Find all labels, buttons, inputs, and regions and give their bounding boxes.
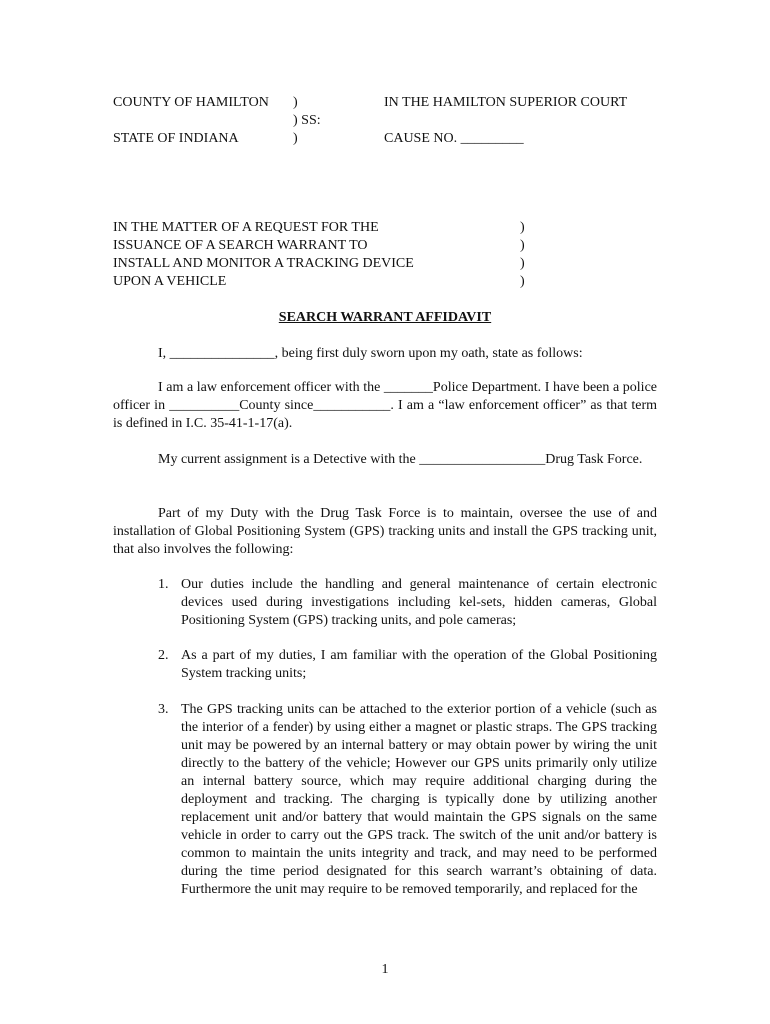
- court-name: IN THE HAMILTON SUPERIOR COURT: [384, 95, 628, 110]
- list-text: The GPS tracking units can be attached to the exterior portion of a vehicle (such as the interior of a fender) by using either a magnet or plastic straps. The GPS tracking unit may be powered by an internal battery or may obtain power by wiring the unit directly to the battery of the vehicle; However our GPS units primarily only utilize an internal battery source, which may require additional charging during the deployment and tracking. The charging is typically done by utilizing another replacement unit and/or battery that would maintain the GPS signals on the same vehicle in order to carry out the GPS track. The switch of the unit and/or battery is common to maintain the units integrity and track, and may need to be performed during the time period designated for this search warrant’s obtaining of data. Furthermore the unit may require to be removed temporarily, and replaced for the: [181, 702, 657, 897]
- matter-paren: ): [520, 256, 525, 271]
- matter-paren: ): [520, 238, 525, 253]
- duties-list-item: [113, 701, 657, 899]
- matter-line: UPON A VEHICLE: [113, 274, 227, 289]
- list-number: 3.: [158, 702, 169, 717]
- caption-paren: ): [293, 95, 298, 110]
- caption-paren: ): [293, 131, 298, 146]
- matter-line: INSTALL AND MONITOR A TRACKING DEVICE: [113, 256, 414, 271]
- matter-caption: [113, 219, 414, 291]
- matter-paren: ): [520, 220, 525, 235]
- matter-paren: ): [520, 274, 525, 289]
- duties-list-item: [113, 647, 657, 683]
- list-text: As a part of my duties, I am familiar with the operation of the Global Positioning System tracking units;: [181, 648, 657, 681]
- page-number: 1: [381, 962, 389, 977]
- assignment-paragraph: My current assignment is a Detective with the __________________Drug Task Force.: [158, 452, 643, 467]
- ss-marker: ) SS:: [293, 113, 321, 128]
- matter-parens: [520, 219, 525, 291]
- list-number: 2.: [158, 648, 169, 663]
- duties-list-item: [113, 576, 657, 630]
- state-line: STATE OF INDIANA: [113, 131, 239, 146]
- document-title: SEARCH WARRANT AFFIDAVIT: [278, 310, 492, 325]
- list-number: 1.: [158, 577, 169, 592]
- matter-line: IN THE MATTER OF A REQUEST FOR THE: [113, 220, 379, 235]
- officer-paragraph: I am a law enforcement officer with the _______Police Department. I have been a police officer in __________County since___________. I am a “law enforcement officer” as that term is defined in I.C. 35-41-1-17(a).: [113, 380, 657, 431]
- list-text: Our duties include the handling and general maintenance of certain electronic devices used during investigations including kel-sets, hidden cameras, Global Positioning System (GPS) tracking units, and pole cameras;: [181, 577, 657, 628]
- county-line: COUNTY OF HAMILTON: [113, 95, 269, 110]
- cause-number: CAUSE NO. _________: [384, 131, 524, 146]
- oath-paragraph: I, _______________, being first duly sworn upon my oath, state as follows:: [158, 346, 583, 361]
- duty-paragraph: Part of my Duty with the Drug Task Force is to maintain, oversee the use of and installation of Global Positioning System (GPS) tracking units and install the GPS tracking unit, that also involves the following:: [113, 506, 657, 557]
- matter-line: ISSUANCE OF A SEARCH WARRANT TO: [113, 238, 368, 253]
